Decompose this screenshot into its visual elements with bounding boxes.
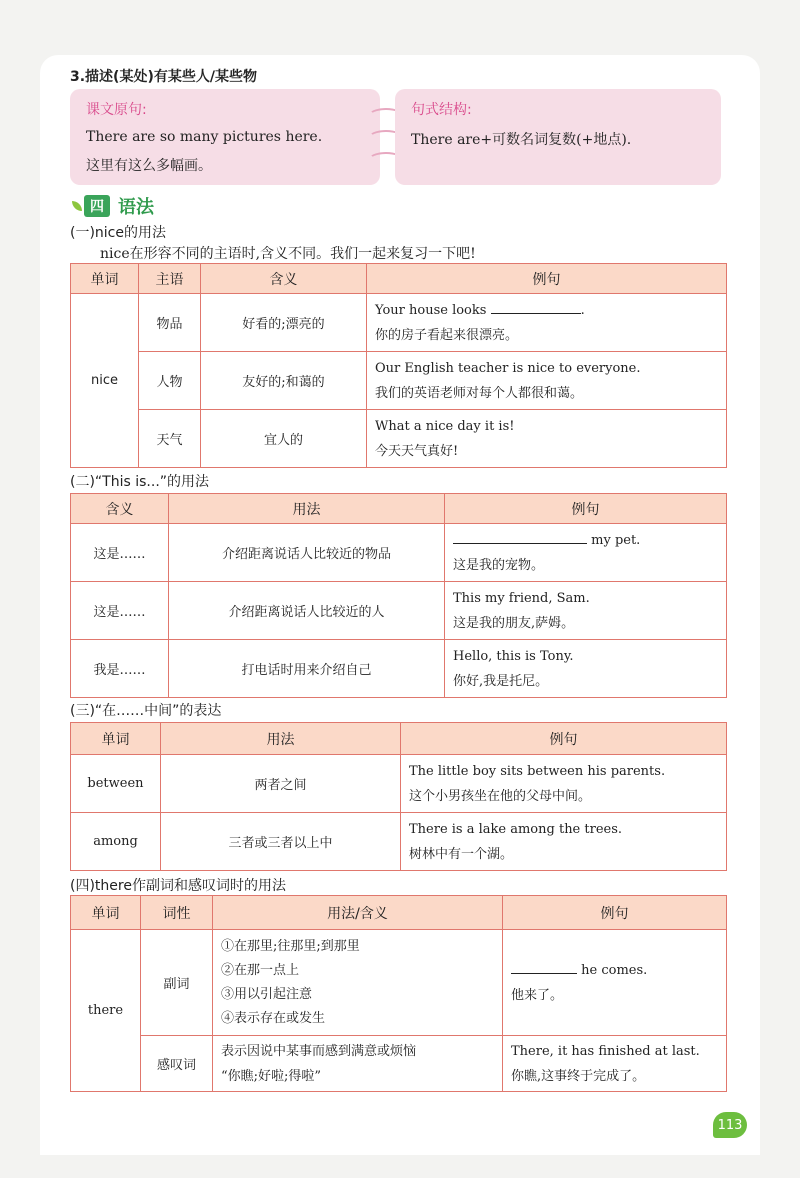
subject-cell: 物品 — [139, 294, 201, 352]
usage-cell — [213, 1036, 503, 1092]
original-sentence-en: There are so many pictures here. — [86, 129, 323, 145]
word-cell: among — [71, 813, 161, 871]
table-header-row — [71, 723, 727, 755]
meaning-cell: 这是…… — [71, 524, 169, 582]
pos-cell: 感叹词 — [141, 1036, 213, 1092]
example-cell — [503, 930, 727, 1036]
header-example: 例句 — [445, 494, 727, 524]
table-row — [71, 1036, 727, 1092]
section-number-badge: 四 — [84, 195, 110, 217]
part4-heading: (四)there作副词和感叹词时的用法 — [70, 878, 286, 894]
word-cell: there — [71, 930, 141, 1092]
usage-cell: 打电话时用来介绍自己 — [169, 640, 445, 698]
page-number: 113 — [713, 1112, 747, 1138]
part2-heading: (二)“This is...”的用法 — [70, 474, 210, 490]
meaning-cell: 我是…… — [71, 640, 169, 698]
example-cell — [445, 640, 727, 698]
meaning-cell: 好看的;漂亮的 — [201, 294, 367, 352]
sentence-structure-box — [395, 89, 721, 185]
header-usage: 用法/含义 — [213, 896, 503, 930]
fill-blank — [453, 543, 587, 544]
example-cn: 他来了。 — [511, 987, 564, 1003]
grammar-title: 语法 — [118, 197, 154, 218]
meaning-cell: 友好的;和蔼的 — [201, 352, 367, 410]
original-sentence-title: 课文原句: — [86, 102, 147, 118]
usage-item: ③用以引起注意 — [221, 986, 313, 1002]
header-example: 例句 — [367, 264, 727, 294]
there-usage-table — [70, 895, 727, 1092]
usage-cell: 介绍距离说话人比较近的人 — [169, 582, 445, 640]
example-en — [511, 958, 718, 983]
header-word: 单词 — [71, 264, 139, 294]
example-cell — [367, 352, 727, 410]
example-en-end: . — [580, 302, 585, 318]
example-en: There is a lake among the trees. — [409, 821, 623, 837]
table-header-row — [71, 494, 727, 524]
example-cn: 你瞧,这事终于完成了。 — [511, 1068, 646, 1084]
table-row — [71, 930, 727, 1036]
example-cell — [367, 410, 727, 468]
subject-cell: 天气 — [139, 410, 201, 468]
meaning-cell: 这是…… — [71, 582, 169, 640]
part1-heading: (一)nice的用法 — [70, 225, 166, 241]
header-pos: 词性 — [141, 896, 213, 930]
original-sentence-cn: 这里有这么多幅画。 — [86, 158, 212, 174]
header-word: 单词 — [71, 723, 161, 755]
header-usage: 用法 — [169, 494, 445, 524]
sentence-structure-text: There are+可数名词复数(+地点). — [411, 132, 632, 148]
example-cell — [401, 755, 727, 813]
usage-cell — [213, 930, 503, 1036]
example-cn: 这个小男孩坐在他的父母中间。 — [409, 788, 592, 804]
example-en — [375, 298, 718, 323]
fill-blank — [511, 973, 577, 974]
example-cell — [401, 813, 727, 871]
table-row — [71, 410, 727, 468]
between-among-table — [70, 722, 727, 871]
usage-item: “你瞧;好啦;得啦” — [221, 1068, 322, 1084]
table-row — [71, 294, 727, 352]
example-cn: 你好,我是托尼。 — [453, 673, 549, 689]
example-cn: 今天天气真好! — [375, 443, 459, 459]
example-en: This my friend, Sam. — [453, 590, 590, 606]
usage-item: 表示因说中某事而感到满意或烦恼 — [221, 1043, 417, 1059]
table-row — [71, 640, 727, 698]
nice-usage-table — [70, 263, 727, 468]
example-cn: 这是我的宠物。 — [453, 557, 545, 573]
meaning-cell: 宜人的 — [201, 410, 367, 468]
example-cell — [445, 524, 727, 582]
fill-blank — [491, 313, 581, 314]
this-is-usage-table — [70, 493, 727, 698]
sentence-structure-title: 句式结构: — [411, 102, 472, 118]
header-subject: 主语 — [139, 264, 201, 294]
example-en: The little boy sits between his parents. — [409, 763, 666, 779]
usage-item: ④表示存在或发生 — [221, 1010, 326, 1026]
example-cn: 你的房子看起来很漂亮。 — [375, 327, 519, 343]
example-cn: 树林中有一个湖。 — [409, 846, 514, 862]
example-cell — [503, 1036, 727, 1092]
header-example: 例句 — [503, 896, 727, 930]
leaf-icon — [72, 201, 82, 211]
example-cell — [445, 582, 727, 640]
word-cell: between — [71, 755, 161, 813]
table-header-row — [71, 264, 727, 294]
example-cell — [367, 294, 727, 352]
example-cn: 我们的英语老师对每个人都很和蔼。 — [375, 385, 584, 401]
header-meaning: 含义 — [71, 494, 169, 524]
grammar-heading — [72, 193, 154, 219]
header-example: 例句 — [401, 723, 727, 755]
example-en-text: my pet. — [591, 532, 641, 548]
example-en-text: Your house looks — [375, 302, 487, 318]
table-row — [71, 352, 727, 410]
usage-item: ①在那里;往那里;到那里 — [221, 938, 360, 954]
table-row — [71, 524, 727, 582]
table-row — [71, 582, 727, 640]
part1-intro: nice在形容不同的主语时,含义不同。我们一起来复习一下吧! — [100, 246, 476, 262]
word-cell: nice — [71, 294, 139, 468]
section3-title: 3.描述(某处)有某些人/某些物 — [70, 69, 257, 85]
table-header-row — [71, 896, 727, 930]
example-en — [453, 528, 718, 553]
usage-cell: 三者或三者以上中 — [161, 813, 401, 871]
subject-cell: 人物 — [139, 352, 201, 410]
part3-heading: (三)“在……中间”的表达 — [70, 703, 222, 719]
example-en: Hello, this is Tony. — [453, 648, 574, 664]
example-en: Our English teacher is nice to everyone. — [375, 360, 641, 376]
original-sentence-box — [70, 89, 380, 185]
usage-cell: 两者之间 — [161, 755, 401, 813]
example-en: What a nice day it is! — [375, 418, 515, 434]
example-en-text: he comes. — [581, 962, 648, 978]
table-row — [71, 755, 727, 813]
header-word: 单词 — [71, 896, 141, 930]
table-row — [71, 813, 727, 871]
example-cn: 这是我的朋友,萨姆。 — [453, 615, 575, 631]
example-en: There, it has finished at last. — [511, 1043, 700, 1059]
header-usage: 用法 — [161, 723, 401, 755]
header-meaning: 含义 — [201, 264, 367, 294]
usage-cell: 介绍距离说话人比较近的物品 — [169, 524, 445, 582]
pos-cell: 副词 — [141, 930, 213, 1036]
usage-item: ②在那一点上 — [221, 962, 300, 978]
